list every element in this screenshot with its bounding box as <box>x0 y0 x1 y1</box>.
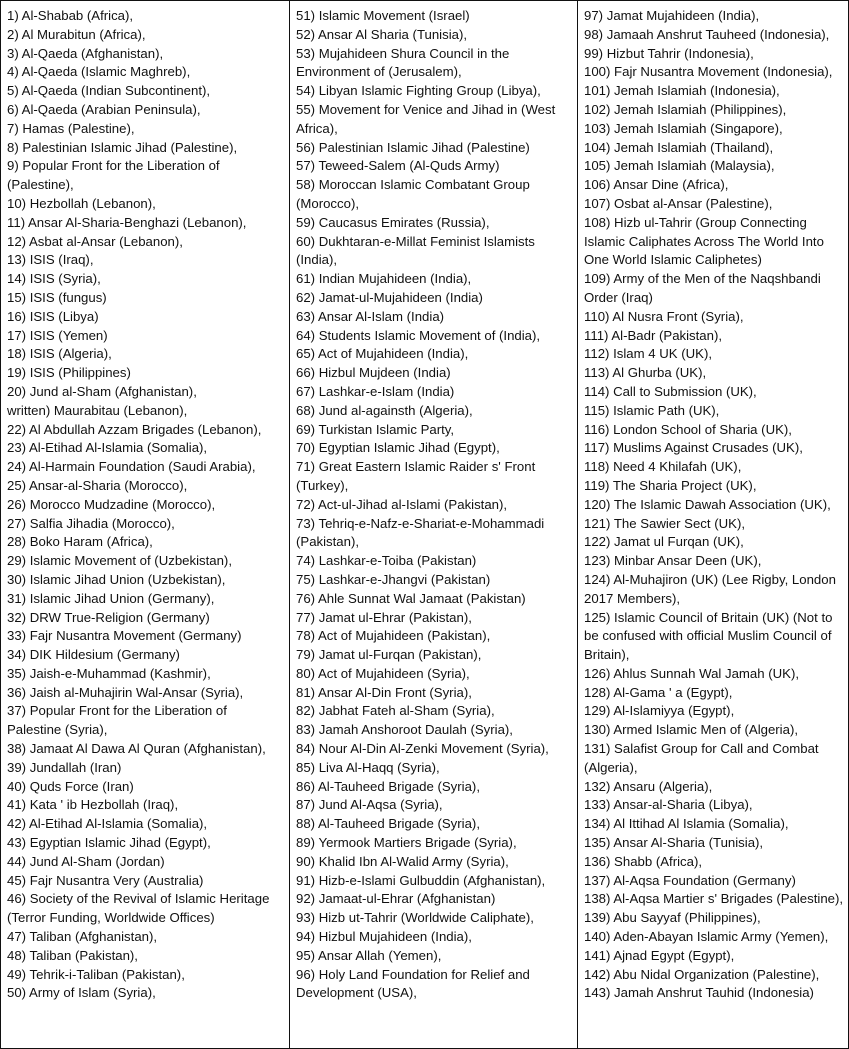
list-item: 134) Al Ittihad Al Islamia (Somalia), <box>584 816 789 832</box>
list-item: 106) Ansar Dine (Africa), <box>584 177 729 193</box>
list-item: 88) Al-Tauheed Brigade (Syria), <box>296 816 480 832</box>
list-item: 22) Al Abdullah Azzam Brigades (Lebanon), <box>7 421 262 437</box>
list-item: 112) Islam 4 UK (UK), <box>584 346 712 362</box>
list-item: 41) Kata ' ib Hezbollah (Iraq), <box>7 797 179 813</box>
list-item: 40) Quds Force (Iran) <box>7 778 134 794</box>
list-item: 74) Lashkar-e-Toiba (Pakistan) <box>296 553 477 569</box>
list-item: 119) The Sharia Project (UK), <box>584 477 757 493</box>
list-item: 85) Liva Al-Haqq (Syria), <box>296 759 440 775</box>
list-item: 56) Palestinian Islamic Jihad (Palestine) <box>296 139 530 155</box>
list-item: 16) ISIS (Libya) <box>7 308 99 324</box>
list-item: 2) Al Murabitun (Africa), <box>7 26 146 42</box>
list-item: 96) Holy Land Foundation for Relief and Development (USA), <box>296 966 530 1001</box>
list-item: 131) Salafist Group for Call and Combat (Algeria), <box>584 741 819 775</box>
list-item: 101) Jemah Islamiah (Indonesia), <box>584 83 780 99</box>
list-item: 27) Salfia Jihadia (Morocco), <box>7 515 175 531</box>
list-item: 52) Ansar Al Sharia (Tunisia), <box>296 26 468 42</box>
list-item: 121) The Sawier Sect (UK), <box>584 515 745 531</box>
list-item: 105) Jemah Islamiah (Malaysia), <box>584 158 775 174</box>
list-item: 91) Hizb-e-Islami Gulbuddin (Afghanistan), <box>296 872 546 888</box>
list-item: 77) Jamat ul-Ehrar (Pakistan), <box>296 609 472 625</box>
list-item: 124) Al-Muhajiron (UK) (Lee Rigby, London 2017 Members), <box>584 571 836 606</box>
list-item: 89) Yermook Martiers Brigade (Syria), <box>296 835 517 851</box>
list-item: 137) Al-Aqsa Foundation (Germany) <box>584 872 796 888</box>
list-item: 116) London School of Sharia (UK), <box>584 421 792 437</box>
list-item: 76) Ahle Sunnat Wal Jamaat (Pakistan) <box>296 590 526 606</box>
list-item: 69) Turkistan Islamic Party, <box>296 421 455 437</box>
list-item: 4) Al-Qaeda (Islamic Maghreb), <box>7 64 191 80</box>
list-item: 123) Minbar Ansar Deen (UK), <box>584 553 762 569</box>
list-item: 43) Egyptian Islamic Jihad (Egypt), <box>7 835 211 851</box>
list-item: 59) Caucasus Emirates (Russia), <box>296 214 490 230</box>
list-item: 128) Al-Gama ' a (Egypt), <box>584 684 733 700</box>
list-item: 53) Mujahideen Shura Council in the Environment of (Jerusalem), <box>296 45 510 80</box>
list-item: 5) Al-Qaeda (Indian Subcontinent), <box>7 83 211 99</box>
list-item: 104) Jemah Islamiah (Thailand), <box>584 139 774 155</box>
list-item: 46) Society of the Revival of Islamic Heritage (Terror Funding, Worldwide Offices) <box>7 891 270 926</box>
list-item: 26) Morocco Mudzadine (Morocco), <box>7 496 216 512</box>
list-item: 58) Moroccan Islamic Combatant Group (Morocco), <box>296 177 530 211</box>
list-item: 72) Act-ul-Jihad al-Islami (Pakistan), <box>296 496 508 512</box>
list-item: 93) Hizb ut-Tahrir (Worldwide Caliphate), <box>296 910 534 926</box>
list-column-3 <box>577 1 848 1048</box>
list-item: 49) Tehrik-i-Taliban (Pakistan), <box>7 966 185 982</box>
list-item: 7) Hamas (Palestine), <box>7 120 135 136</box>
list-item: 23) Al-Etihad Al-Islamia (Somalia), <box>7 440 208 456</box>
list-item: 70) Egyptian Islamic Jihad (Egypt), <box>296 440 500 456</box>
list-item: 44) Jund Al-Sham (Jordan) <box>7 853 165 869</box>
list-item: 79) Jamat ul-Furqan (Pakistan), <box>296 647 482 663</box>
list-item: 32) DRW True-Religion (Germany) <box>7 609 210 625</box>
list-item: 35) Jaish-e-Muhammad (Kashmir), <box>7 665 211 681</box>
list-item: 130) Armed Islamic Men of (Algeria), <box>584 722 799 738</box>
list-item: 15) ISIS (fungus) <box>7 289 107 305</box>
list-item: 95) Ansar Allah (Yemen), <box>296 947 442 963</box>
list-item: 19) ISIS (Philippines) <box>7 365 131 381</box>
list-item: 34) DIK Hildesium (Germany) <box>7 647 180 663</box>
list-item: 99) Hizbut Tahrir (Indonesia), <box>584 45 754 61</box>
list-item: 108) Hizb ul-Tahrir (Group Connecting Islamic Caliphates Across The World Into One World Islamic Caliphetes) <box>584 214 824 268</box>
list-item: 115) Islamic Path (UK), <box>584 402 720 418</box>
list-item: 140) Aden-Abayan Islamic Army (Yemen), <box>584 929 829 945</box>
list-item: 12) Asbat al-Ansar (Lebanon), <box>7 233 183 249</box>
list-item: 38) Jamaat Al Dawa Al Quran (Afghanistan), <box>7 741 266 757</box>
list-item: 82) Jabhat Fateh al-Sham (Syria), <box>296 703 495 719</box>
list-item: 133) Ansar-al-Sharia (Libya), <box>584 797 753 813</box>
list-item: 111) Al-Badr (Pakistan), <box>584 327 723 343</box>
list-item: 28) Boko Haram (Africa), <box>7 534 153 550</box>
list-item: 24) Al-Harmain Foundation (Saudi Arabia), <box>7 459 256 475</box>
list-item: 139) Abu Sayyaf (Philippines), <box>584 910 761 926</box>
list-item: 33) Fajr Nusantra Movement (Germany) <box>7 628 242 644</box>
list-item: 11) Ansar Al-Sharia-Benghazi (Lebanon), <box>7 214 247 230</box>
list-item: 67) Lashkar-e-Islam (India) <box>296 383 455 399</box>
list-item: 107) Osbat al-Ansar (Palestine), <box>584 195 773 211</box>
list-item: 25) Ansar-al-Sharia (Morocco), <box>7 477 188 493</box>
list-item: 122) Jamat ul Furqan (UK), <box>584 534 744 550</box>
list-item: 13) ISIS (Iraq), <box>7 252 94 268</box>
list-item: 120) The Islamic Dawah Association (UK), <box>584 496 831 512</box>
list-item: 37) Popular Front for the Liberation of Palestine (Syria), <box>7 703 227 738</box>
list-item: 8) Palestinian Islamic Jihad (Palestine), <box>7 139 238 155</box>
list-item: 110) Al Nusra Front (Syria), <box>584 308 744 324</box>
list-item: 50) Army of Islam (Syria), <box>7 985 156 1001</box>
list-item: 97) Jamat Mujahideen (India), <box>584 8 760 23</box>
list-item: 36) Jaish al-Muhajirin Wal-Ansar (Syria), <box>7 684 244 700</box>
list-item: 31) Islamic Jihad Union (Germany), <box>7 590 215 606</box>
list-column-1 <box>1 1 288 1048</box>
list-item: 98) Jamaah Anshrut Tauheed (Indonesia), <box>584 26 830 42</box>
list-item: 102) Jemah Islamiah (Philippines), <box>584 101 787 117</box>
list-item: 83) Jamah Anshoroot Daulah (Syria), <box>296 722 513 738</box>
list-item: 75) Lashkar-e-Jhangvi (Pakistan) <box>296 571 491 587</box>
list-item: 125) Islamic Council of Britain (UK) (Not to be confused with official Muslim Council of Britain), <box>584 609 833 663</box>
list-item: 81) Ansar Al-Din Front (Syria), <box>296 684 472 700</box>
list-item: 141) Ajnad Egypt (Egypt), <box>584 947 735 963</box>
list-item: 30) Islamic Jihad Union (Uzbekistan), <box>7 571 226 587</box>
list-item: 18) ISIS (Algeria), <box>7 346 112 362</box>
list-item: 66) Hizbul Mujdeen (India) <box>296 365 451 381</box>
list-item: 84) Nour Al-Din Al-Zenki Movement (Syria), <box>296 741 549 757</box>
list-item: 103) Jemah Islamiah (Singapore), <box>584 120 783 136</box>
list-item: 47) Taliban (Afghanistan), <box>7 929 158 945</box>
list-item: 143) Jamah Anshrut Tauhid (Indonesia) <box>584 985 814 1001</box>
list-item: 142) Abu Nidal Organization (Palestine), <box>584 966 820 982</box>
list-item: 136) Shabb (Africa), <box>584 853 703 869</box>
list-item: 87) Jund Al-Aqsa (Syria), <box>296 797 443 813</box>
list-item: 129) Al-Islamiyya (Egypt), <box>584 703 735 719</box>
list-item: 61) Indian Mujahideen (India), <box>296 271 472 287</box>
list-item: 80) Act of Mujahideen (Syria), <box>296 665 470 681</box>
list-item: 68) Jund al-againsth (Algeria), <box>296 402 473 418</box>
list-item: 94) Hizbul Mujahideen (India), <box>296 929 472 945</box>
list-item: 45) Fajr Nusantra Very (Australia) <box>7 872 204 888</box>
list-item: 17) ISIS (Yemen) <box>7 327 108 343</box>
list-item: 6) Al-Qaeda (Arabian Peninsula), <box>7 101 201 117</box>
list-item: 42) Al-Etihad Al-Islamia (Somalia), <box>7 816 208 832</box>
list-item: 10) Hezbollah (Lebanon), <box>7 195 156 211</box>
list-item: 64) Students Islamic Movement of (India), <box>296 327 541 343</box>
list-item: 78) Act of Mujahideen (Pakistan), <box>296 628 491 644</box>
list-item: 65) Act of Mujahideen (India), <box>296 346 469 362</box>
list-item: 113) Al Ghurba (UK), <box>584 365 707 381</box>
list-item: 117) Muslims Against Crusades (UK), <box>584 440 803 456</box>
list-item: 109) Army of the Men of the Naqshbandi Order (Iraq) <box>584 271 821 305</box>
list-item: 118) Need 4 Khilafah (UK), <box>584 459 742 475</box>
list-item: 90) Khalid Ibn Al-Walid Army (Syria), <box>296 853 509 869</box>
list-item: 14) ISIS (Syria), <box>7 271 101 287</box>
list-column-2 <box>289 1 576 1048</box>
list-item: 63) Ansar Al-Islam (India) <box>296 308 445 324</box>
list-item: 126) Ahlus Sunnah Wal Jamah (UK), <box>584 665 800 681</box>
list-item: 1) Al-Shabab (Africa), <box>7 8 134 23</box>
list-item: 48) Taliban (Pakistan), <box>7 947 138 963</box>
list-item: 29) Islamic Movement of (Uzbekistan), <box>7 553 232 569</box>
list-item: 114) Call to Submission (UK), <box>584 383 757 399</box>
list-item: 138) Al-Aqsa Martier s' Brigades (Palestine), <box>584 891 844 907</box>
list-item: 51) Islamic Movement (Israel) <box>296 8 470 23</box>
list-item: 71) Great Eastern Islamic Raider s' Front (Turkey), <box>296 459 536 493</box>
list-item: written) Maurabitau (Lebanon), <box>7 402 188 418</box>
list-item: 39) Jundallah (Iran) <box>7 759 122 775</box>
list-item: 135) Ansar Al-Sharia (Tunisia), <box>584 835 764 851</box>
list-item: 55) Movement for Venice and Jihad in (West Africa), <box>296 101 556 136</box>
list-item: 54) Libyan Islamic Fighting Group (Libya), <box>296 83 541 99</box>
list-item: 62) Jamat-ul-Mujahideen (India) <box>296 289 483 305</box>
list-item: 73) Tehriq-e-Nafz-e-Shariat-e-Mohammadi (Pakistan), <box>296 515 545 550</box>
list-item: 60) Dukhtaran-e-Millat Feminist Islamists (India), <box>296 233 535 268</box>
list-item: 3) Al-Qaeda (Afghanistan), <box>7 45 164 61</box>
list-item: 92) Jamaat-ul-Ehrar (Afghanistan) <box>296 891 496 907</box>
list-item: 86) Al-Tauheed Brigade (Syria), <box>296 778 480 794</box>
list-item: 132) Ansaru (Algeria), <box>584 778 713 794</box>
list-item: 57) Teweed-Salem (Al-Quds Army) <box>296 158 500 174</box>
list-item: 100) Fajr Nusantra Movement (Indonesia), <box>584 64 833 80</box>
list-item: 20) Jund al-Sham (Afghanistan), <box>7 383 197 399</box>
list-item: 9) Popular Front for the Liberation of (Palestine), <box>7 158 220 193</box>
